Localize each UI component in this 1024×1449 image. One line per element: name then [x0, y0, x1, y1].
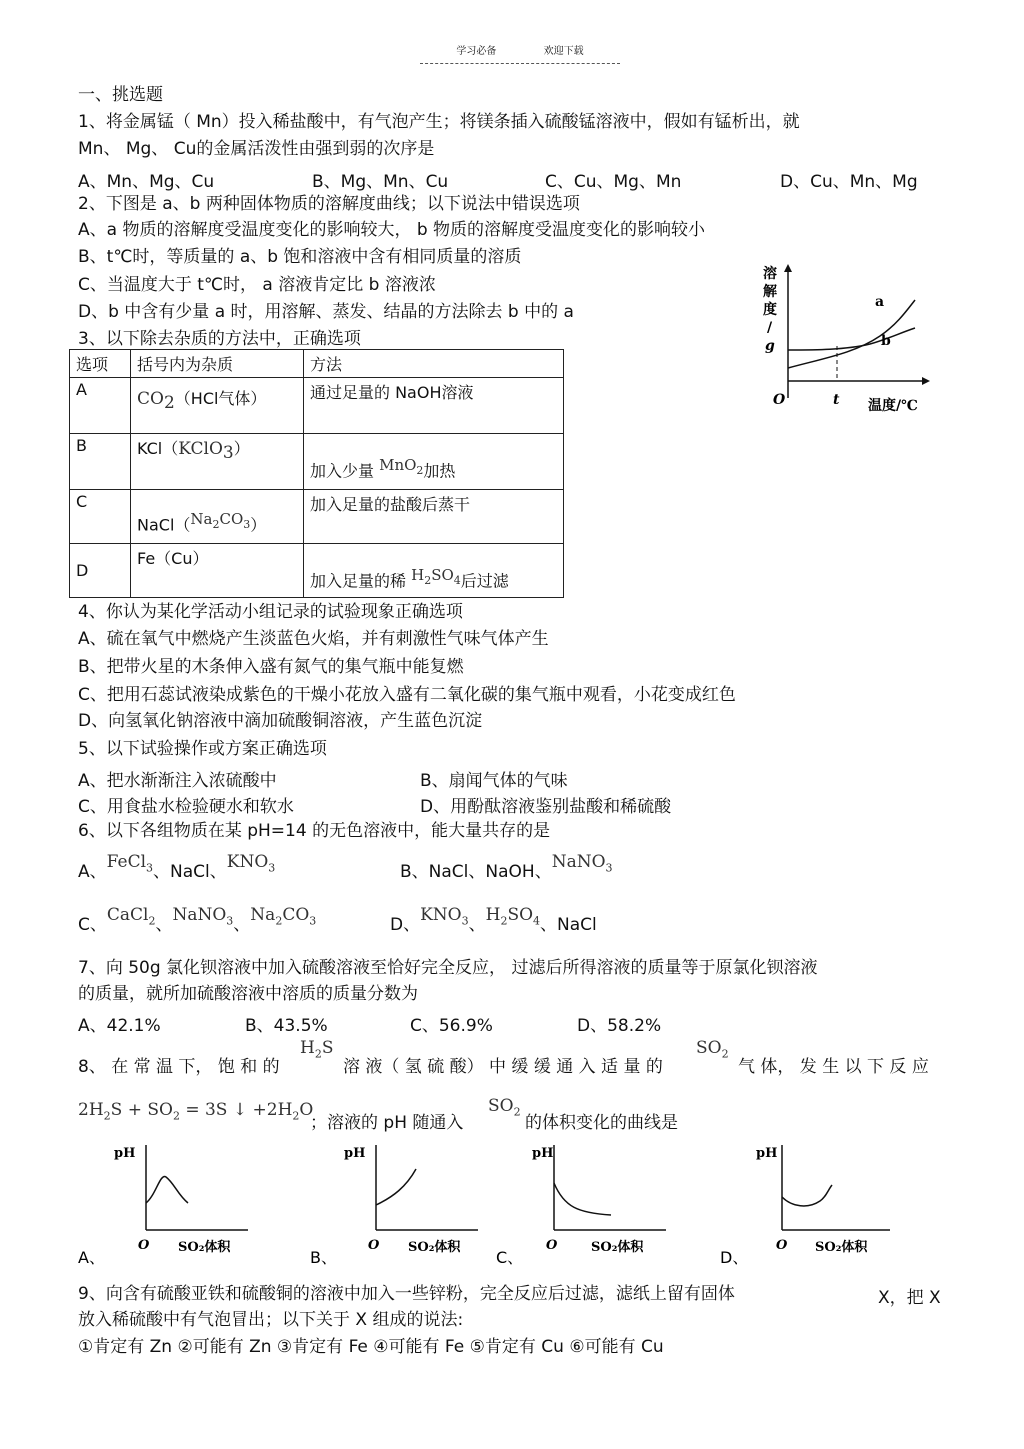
q7-line2: 的质量，就所加硫酸溶液中溶质的质量分数为 [78, 984, 418, 1004]
q8-part2: 溶 液（ 氢 硫 酸） 中 缓 缓 通 入 适 量 的 [343, 1057, 663, 1077]
impurity-table [69, 349, 564, 598]
q6-option-a: A、FeCl$_3$、NaCl、$KNO_3$ [78, 852, 276, 882]
q8-so2: $SO_2$ [696, 1038, 729, 1061]
table-cell: B [70, 434, 131, 490]
graph-ylabel-3: / [767, 320, 773, 336]
q1-option-c: C、Cu、Mg、Mn [545, 172, 682, 192]
q9-line2: 放入稀硫酸中有气泡冒出；以下关于 X 组成的说法: [78, 1310, 464, 1330]
q1-line2: Mn、 Mg、 Cu的金属活泼性由强到弱的次序是 [78, 139, 435, 159]
graph-origin: O [773, 392, 786, 408]
q5-stem: 5、以下试验操作或方案正确选项 [78, 739, 327, 759]
page-header [420, 42, 620, 64]
table-header: 括号内为杂质 [131, 350, 304, 378]
q1-option-d: D、Cu、Mn、Mg [780, 172, 918, 192]
q7-option-b: B、43.5% [245, 1016, 328, 1036]
graph-t: t [833, 392, 840, 408]
table-header: 方法 [304, 350, 564, 378]
q5-option-c: C、用食盐水检验硬水和软水 [78, 797, 294, 817]
svg-text:C、: C、 [496, 1248, 524, 1267]
solubility-graph [755, 258, 935, 418]
table-cell: C [70, 490, 131, 544]
q2-option-d: D、b 中含有少量 a 时，用溶解、蒸发、结晶的方法除去 b 中的 a [78, 302, 574, 322]
table-cell: NaCl（$^{Na_2CO_3}$） [131, 490, 304, 544]
q7-line1: 7、向 50g 氯化钡溶液中加入硫酸溶液至恰好完全反应， 过滤后所得溶液的质量等于原氯化钡溶液 [78, 958, 818, 978]
q4-option-d: D、向氢氧化钠溶液中滴加硫酸铜溶液，产生蓝色沉淀 [78, 711, 483, 731]
ph-graph-d [720, 1145, 890, 1267]
ph-graph-a [78, 1145, 248, 1267]
graph-ylabel-2: 度 [763, 302, 777, 318]
svg-text:SO₂体积: SO₂体积 [815, 1240, 868, 1255]
header-right: 欢迎下载 [543, 46, 584, 57]
svg-text:A、: A、 [78, 1248, 105, 1267]
q5-option-d: D、用酚酞溶液鉴别盐酸和稀硫酸 [420, 797, 672, 817]
q4-option-c: C、把用石蕊试液染成紫色的干燥小花放入盛有二氧化碳的集气瓶中观看，小花变成红色 [78, 685, 736, 705]
graph-ylabel-4: g [765, 338, 775, 354]
q9-line3: ①肯定有 Zn ②可能有 Zn ③肯定有 Fe ④可能有 Fe ⑤肯定有 Cu ⑥可能有 Cu [78, 1337, 664, 1357]
graph-ylabel-0: 溶 [763, 266, 777, 282]
curve-a [788, 300, 915, 368]
section-title: 一、挑选题 [78, 85, 163, 105]
q2-stem: 2、下图是 a、b 两种固体物质的溶解度曲线；以下说法中错误选项 [78, 194, 580, 214]
ph-graphs [78, 1135, 978, 1270]
svg-text:pH: pH [532, 1146, 554, 1161]
q8-part1: 8、 在 常 温 下， 饱 和 的 [78, 1057, 280, 1077]
q5-option-a: A、把水渐渐注入浓硫酸中 [78, 771, 277, 791]
table-row [70, 434, 564, 490]
svg-text:O: O [546, 1238, 558, 1253]
q9-line1: 9、向含有硫酸亚铁和硫酸铜的溶液中加入一些锌粉，完全反应后过滤，滤纸上留有固体 [78, 1284, 735, 1304]
graph-ylabel-1: 解 [763, 284, 777, 300]
q1-option-b: B、Mg、Mn、Cu [312, 172, 449, 192]
table-cell: 加入足量的稀 $^{H_2SO_4}$后过滤 [304, 544, 564, 598]
q4-stem: 4、你认为某化学活动小组记录的试验现象正确选项 [78, 602, 463, 622]
q8-so2-b: $SO_2$ [488, 1096, 521, 1119]
svg-text:O: O [368, 1238, 380, 1253]
q6-stem: 6、以下各组物质在某 pH=14 的无色溶液中，能大量共存的是 [78, 821, 551, 841]
q5-option-b: B、扇闻气体的气味 [420, 771, 568, 791]
table-cell: Fe（Cu） [131, 544, 304, 598]
graph-label-a: a [875, 294, 885, 310]
q1-line1: 1、将金属锰（ Mn）投入稀盐酸中，有气泡产生；将镁条插入硫酸锰溶液中，假如有锰析出，就 [78, 112, 800, 132]
q2-option-b: B、t℃时，等质量的 a、b 饱和溶液中含有相同质量的溶质 [78, 247, 522, 267]
q4-option-b: B、把带火星的木条伸入盛有氮气的集气瓶中能复燃 [78, 657, 464, 677]
graph-xlabel: 温度/℃ [868, 398, 918, 414]
curve-b [788, 328, 915, 350]
q9-line1b: X，把 X [878, 1288, 941, 1308]
q8-part3: 气 体， 发 生 以 下 反 应 [738, 1057, 929, 1077]
table-cell: $CO_2(HCl$气体） [131, 378, 304, 434]
q8-equation: $2H_2S + SO_2 = 3S$ ↓ $+2H_2O$ [78, 1100, 314, 1123]
q2-option-a: A、a 物质的溶解度受温度变化的影响较大， b 物质的溶解度受温度变化的影响较小 [78, 220, 706, 240]
svg-text:O: O [138, 1238, 150, 1253]
graph-label-b: b [881, 333, 891, 349]
q7-option-d: D、58.2% [577, 1016, 662, 1036]
q2-option-c: C、当温度大于 t℃时， a 溶液肯定比 b 溶液浓 [78, 275, 436, 295]
q6-option-b: B、NaCl、NaOH、NaNO$_3$ [400, 852, 613, 882]
svg-text:SO₂体积: SO₂体积 [178, 1240, 231, 1255]
q1-option-a: A、Mn、Mg、Cu [78, 172, 215, 192]
table-cell: A [70, 378, 131, 434]
table-cell: D [70, 544, 131, 598]
table-row [70, 490, 564, 544]
table-row [70, 544, 564, 598]
ph-graph-c [496, 1145, 666, 1267]
q8-eq-tail: ；溶液的 pH 随通入 [310, 1113, 464, 1133]
q6-option-c: C、CaCl$_2$、NaNO$_3$、$Na_2CO_3$ [78, 905, 317, 935]
q3-stem: 3、以下除去杂质的方法中，正确选项 [78, 329, 361, 349]
table-cell: 加入足量的盐酸后蒸干 [304, 490, 564, 544]
svg-text:B、: B、 [310, 1248, 337, 1267]
table-cell: KCl（KClO$_3$） [131, 434, 304, 490]
q8-eq-tail2: 的体积变化的曲线是 [525, 1113, 678, 1133]
svg-text:SO₂体积: SO₂体积 [408, 1240, 461, 1255]
svg-text:SO₂体积: SO₂体积 [591, 1240, 644, 1255]
svg-text:pH: pH [756, 1146, 778, 1161]
table-row [70, 378, 564, 434]
ph-graph-b [310, 1145, 478, 1267]
svg-text:pH: pH [344, 1146, 366, 1161]
svg-text:D、: D、 [720, 1248, 749, 1267]
q8-h2s: $H_2S$ [300, 1038, 334, 1061]
q6-option-d: D、$KNO_3$、$H_2SO_4$、NaCl [390, 905, 597, 935]
table-header: 选项 [70, 350, 131, 378]
header-left: 学习必备 [456, 46, 497, 57]
table-header-row [70, 350, 564, 378]
q7-option-c: C、56.9% [410, 1016, 493, 1036]
q7-option-a: A、42.1% [78, 1016, 161, 1036]
table-cell: 加入少量 $^{MnO_2}$加热 [304, 434, 564, 490]
q4-option-a: A、硫在氧气中燃烧产生淡蓝色火焰，并有刺激性气味气体产生 [78, 629, 549, 649]
svg-text:O: O [776, 1238, 788, 1253]
table-cell: 通过足量的 NaOH溶液 [304, 378, 564, 434]
svg-text:pH: pH [114, 1146, 136, 1161]
